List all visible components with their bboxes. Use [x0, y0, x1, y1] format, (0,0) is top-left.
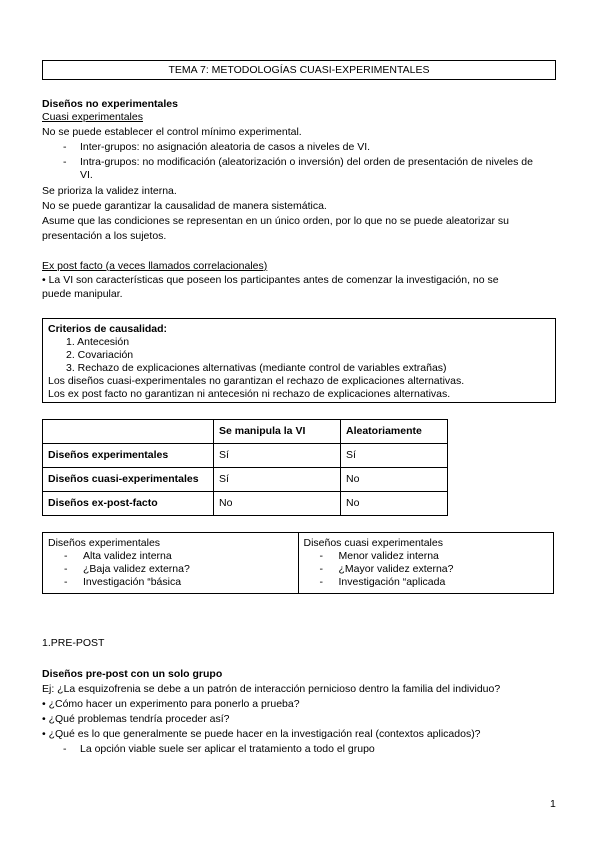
criteria-note: Los ex post facto no garantizan ni antecesión ni rechazo de explicaciones alternativas.: [48, 388, 451, 400]
paragraph: • ¿Qué problemas tendría proceder así?: [42, 713, 230, 725]
comparison-left: [43, 533, 299, 593]
table-row: [43, 468, 448, 492]
paragraph: • La VI son características que poseen los participantes antes de comenzar la investigación, no se: [42, 274, 499, 286]
criteria-item: 1. Antecesión: [66, 336, 130, 348]
paragraph: presentación a los sujetos.: [42, 230, 167, 242]
page-number: 1: [550, 798, 556, 810]
list-item: Intra-grupos: no modificación (aleatorización o inversión) del orden de presentación de niveles de: [80, 156, 533, 168]
table-header-row: [43, 420, 448, 444]
table-cell: Sí: [214, 468, 341, 492]
table-cell: No: [341, 468, 448, 492]
list-item: - Investigación “aplicada: [319, 576, 446, 588]
table-cell: Sí: [214, 444, 341, 468]
criteria-note: Los diseños cuasi-experimentales no garantizan el rechazo de explicaciones alternativas.: [48, 375, 465, 387]
list-item: - ¿Mayor validez externa?: [319, 563, 454, 575]
comparison-right: [299, 533, 554, 593]
section-heading-no-experimentales: Diseños no experimentales: [42, 98, 178, 110]
paragraph: • ¿Cómo hacer un experimento para ponerlo a prueba?: [42, 698, 300, 710]
paragraph: No se puede garantizar la causalidad de manera sistemática.: [42, 200, 327, 212]
list-item-continuation: VI.: [80, 169, 93, 181]
list-item: Inter-grupos: no asignación aleatoria de casos a niveles de VI.: [80, 141, 371, 153]
criteria-item: 2. Covariación: [66, 349, 134, 361]
list-item: La opción viable suele ser aplicar el tratamiento a todo el grupo: [80, 743, 375, 755]
paragraph: Asume que las condiciones se representan en un único orden, por lo que no se puede aleatorizar su: [42, 215, 509, 227]
table-header-cell: Aleatoriamente: [341, 420, 448, 444]
list-item: - Investigación “básica: [64, 576, 182, 588]
table-row: [43, 444, 448, 468]
table-cell: No: [341, 492, 448, 516]
design-comparison-table: [42, 419, 448, 516]
comparison-box: [42, 532, 554, 594]
table-row-label: Diseños ex-post-facto: [43, 492, 214, 516]
paragraph: puede manipular.: [42, 288, 123, 300]
paragraph: No se puede establecer el control mínimo experimental.: [42, 126, 302, 138]
paragraph: Ej: ¿La esquizofrenia se debe a un patrón de interacción pernicioso dentro la familia del individuo?: [42, 683, 501, 695]
comparison-title: Diseños cuasi experimentales: [303, 537, 443, 549]
dash-bullet: -: [63, 141, 67, 153]
table-header-cell: Se manipula la VI: [214, 420, 341, 444]
table-header-cell: [43, 420, 214, 444]
subheading-cuasi: Cuasi experimentales: [42, 111, 143, 123]
paragraph: Se prioriza la validez interna.: [42, 185, 177, 197]
table-row-label: Diseños cuasi-experimentales: [43, 468, 214, 492]
subheading-ex-post-facto: Ex post facto (a veces llamados correlacionales): [42, 260, 268, 272]
list-item: - Alta validez interna: [64, 550, 172, 562]
section-heading-pre-post: Diseños pre-post con un solo grupo: [42, 668, 223, 680]
table-row-label: Diseños experimentales: [43, 444, 214, 468]
table-row: [43, 492, 448, 516]
page-title: TEMA 7: METODOLOGÍAS CUASI-EXPERIMENTALES: [42, 60, 556, 80]
dash-bullet: -: [63, 743, 67, 755]
list-item: - ¿Baja validez externa?: [64, 563, 190, 575]
table-cell: No: [214, 492, 341, 516]
table-cell: Sí: [341, 444, 448, 468]
comparison-title: Diseños experimentales: [48, 537, 161, 549]
dash-bullet: -: [63, 156, 67, 168]
section-number: 1.PRE-POST: [42, 637, 105, 649]
criteria-heading: Criterios de causalidad:: [48, 323, 168, 335]
criteria-item: 3. Rechazo de explicaciones alternativas (mediante control de variables extrañas): [66, 362, 447, 374]
list-item: - Menor validez interna: [319, 550, 439, 562]
paragraph: • ¿Qué es lo que generalmente se puede hacer en la investigación real (contextos aplicados)?: [42, 728, 481, 740]
